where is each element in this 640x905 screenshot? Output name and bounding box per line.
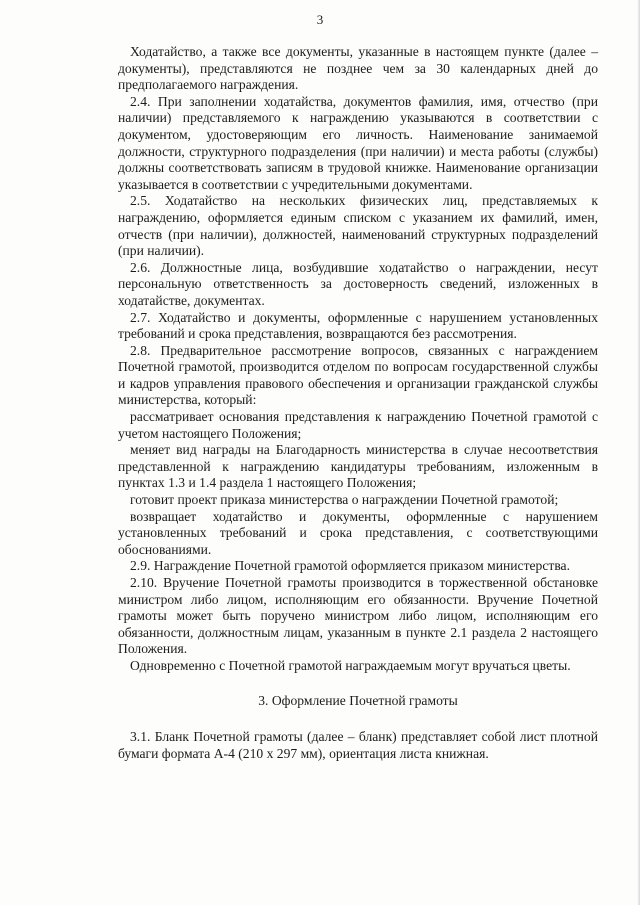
section-heading: 3. Оформление Почетной грамоты xyxy=(258,692,458,708)
paragraph: Ходатайство, а также все документы, указанные в настоящем пункте (далее – документы), представляются не позднее чем за 30 календарных дней до предполагаемого награждения. xyxy=(118,44,598,93)
paragraph: 2.7. Ходатайство и документы, оформленные с нарушением установленных требований и срока представления, возвращаются без рассмотрения. xyxy=(118,309,598,342)
paragraph: Одновременно с Почетной грамотой награждаемым могут вручаться цветы. xyxy=(130,657,571,673)
paragraph: 2.10. Вручение Почетной грамоты производится в торжественной обстановке министром либо лицом, исполняющим его обязанности. Вручение Почетной грамоты может быть поручено министром либо лицом, исполняющим его обязанности, должностным лицам, указанным в пункте 2.1 раздела 2 настоящего Положения. xyxy=(118,575,598,657)
page-number: 3 xyxy=(316,12,324,27)
paragraph: 2.8. Предварительное рассмотрение вопросов, связанных с награждением Почетной грамотой, производится отделом по вопросам государственной службы и кадров управления правового обеспечения и организации гражданской службы министерства, который: xyxy=(118,342,598,408)
paragraph: 3.1. Бланк Почетной грамоты (далее – бланк) представляет собой лист плотной бумаги формата А-4 (210 х 297 мм), ориентация листа книжная. xyxy=(118,729,598,761)
paragraph: 2.4. При заполнении ходатайства, документов фамилия, имя, отчество (при наличии) представляемого к награждению указываются в соответствии с документом, удостоверяющим его личность. Наименование занимаемой должности, структурного подразделения (при наличии) и места работы (службы) должны соответствовать записям в трудовой книжке. Наименование организации указывается в соответствии с учредительными документами. xyxy=(118,93,598,192)
paragraph: готовит проект приказа министерства о награждении Почетной грамотой; xyxy=(130,492,559,508)
paragraph: меняет вид награды на Благодарность министерства в случае несоответствия представленной к награждению кандидатуры требованиям, изложенным в пунктах 1.3 и 1.4 раздела 1 настоящего Положения; xyxy=(118,442,598,491)
paragraph: 2.6. Должностные лица, возбудившие ходатайство о награждении, несут персональную ответственность за достоверность сведений, изложенных в ходатайстве, документах. xyxy=(118,259,598,308)
paragraph: 2.5. Ходатайство на нескольких физических лиц, представляемых к награждению, оформляется единым списком с указанием их фамилий, имен, отчеств (при наличии), должностей, наименований структурных подразделений (при наличии). xyxy=(118,193,598,259)
paragraph: возвращает ходатайство и документы, оформленные с нарушением установленных требований и срока представления, с соответствующими обоснованиями. xyxy=(118,508,598,557)
paragraph: 2.9. Награждение Почетной грамотой оформляется приказом министерства. xyxy=(130,558,570,574)
document-body xyxy=(118,44,598,762)
paragraph: рассматривает основания представления к награждению Почетной грамотой с учетом настоящего Положения; xyxy=(118,409,598,441)
